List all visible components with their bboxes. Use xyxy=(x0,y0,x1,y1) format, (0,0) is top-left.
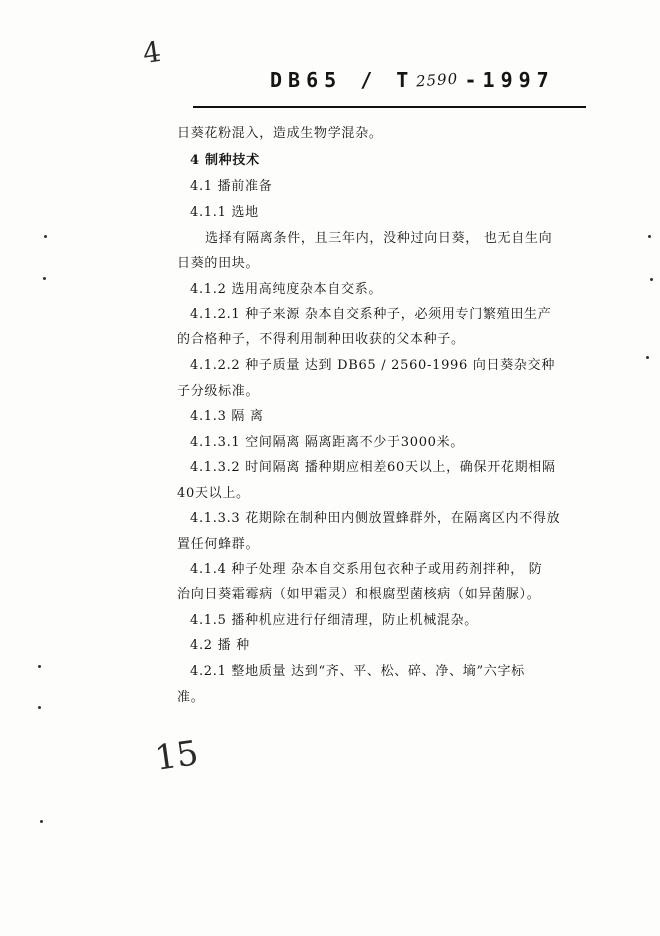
subsection-heading: 4.1 播前准备 xyxy=(190,179,273,194)
scan-speck xyxy=(40,820,43,823)
scan-speck xyxy=(43,277,46,280)
clause-line: 4.1.3.2 时间隔离 播种期应相差60天以上，确保开花期相隔 xyxy=(190,460,556,475)
document-code-prefix: DB65 / T xyxy=(270,68,415,92)
paragraph-line: 子分级标准。 xyxy=(177,384,260,399)
scan-speck xyxy=(38,706,41,709)
clause-line: 4.1.2.2 种子质量 达到 DB65 / 2560-1996 向日葵杂交种 xyxy=(190,358,556,373)
paragraph-line: 治向日葵霜霉病（如甲霜灵）和根腐型菌核病（如异菌脲）。 xyxy=(177,587,541,602)
scan-speck xyxy=(648,235,651,238)
clause-line: 4.1.3.1 空间隔离 隔离距离不少于3000米。 xyxy=(190,435,465,450)
clause-line: 4.1.2.1 种子来源 杂本自交系种子，必须用专门繁殖田生产 xyxy=(190,307,552,322)
clause-line: 4.1.4 种子处理 杂本自交系用包衣种子或用药剂拌种， 防 xyxy=(190,562,543,577)
clause-line: 4.1.3.3 花期除在制种田内侧放置蜂群外，在隔离区内不得放 xyxy=(190,511,561,526)
subsection-heading: 4.2 播 种 xyxy=(190,638,250,653)
paragraph-line: 40天以上。 xyxy=(177,486,250,501)
paragraph-line: 日葵的田块。 xyxy=(177,256,260,271)
section-heading: 4 制种技术 xyxy=(190,153,260,168)
scan-speck xyxy=(38,665,41,668)
scan-speck xyxy=(650,278,653,281)
handwritten-page-mark: 4 xyxy=(140,34,164,71)
subsection-heading: 4.1.1 选地 xyxy=(190,205,259,220)
paragraph-line: 置任何蜂群。 xyxy=(177,537,260,552)
clause-line: 4.2.1 整地质量 达到“齐、平、松、碎、净、墒”六字标 xyxy=(190,664,525,679)
scan-speck xyxy=(44,235,47,238)
handwritten-standard-number: 2590 xyxy=(415,69,460,91)
paragraph-line: 选择有隔离条件，且三年内，没种过向日葵， 也无自生向 xyxy=(205,231,553,246)
clause-line: 4.1.2 选用高纯度杂本自交系。 xyxy=(190,282,383,297)
document-code-year: -1997 xyxy=(464,68,555,92)
handwritten-page-number: 15 xyxy=(152,733,201,779)
paragraph-line: 准。 xyxy=(177,690,205,705)
clause-line: 4.1.5 播种机应进行仔细清理，防止机械混杂。 xyxy=(190,613,479,628)
paragraph-line: 日葵花粉混入，造成生物学混杂。 xyxy=(177,126,383,141)
subsection-heading: 4.1.3 隔 离 xyxy=(190,409,264,424)
header-rule xyxy=(193,106,586,108)
paragraph-line: 的合格种子，不得利用制种田收获的父本种子。 xyxy=(177,332,465,347)
document-code-header xyxy=(270,65,555,95)
scan-speck xyxy=(646,356,649,359)
